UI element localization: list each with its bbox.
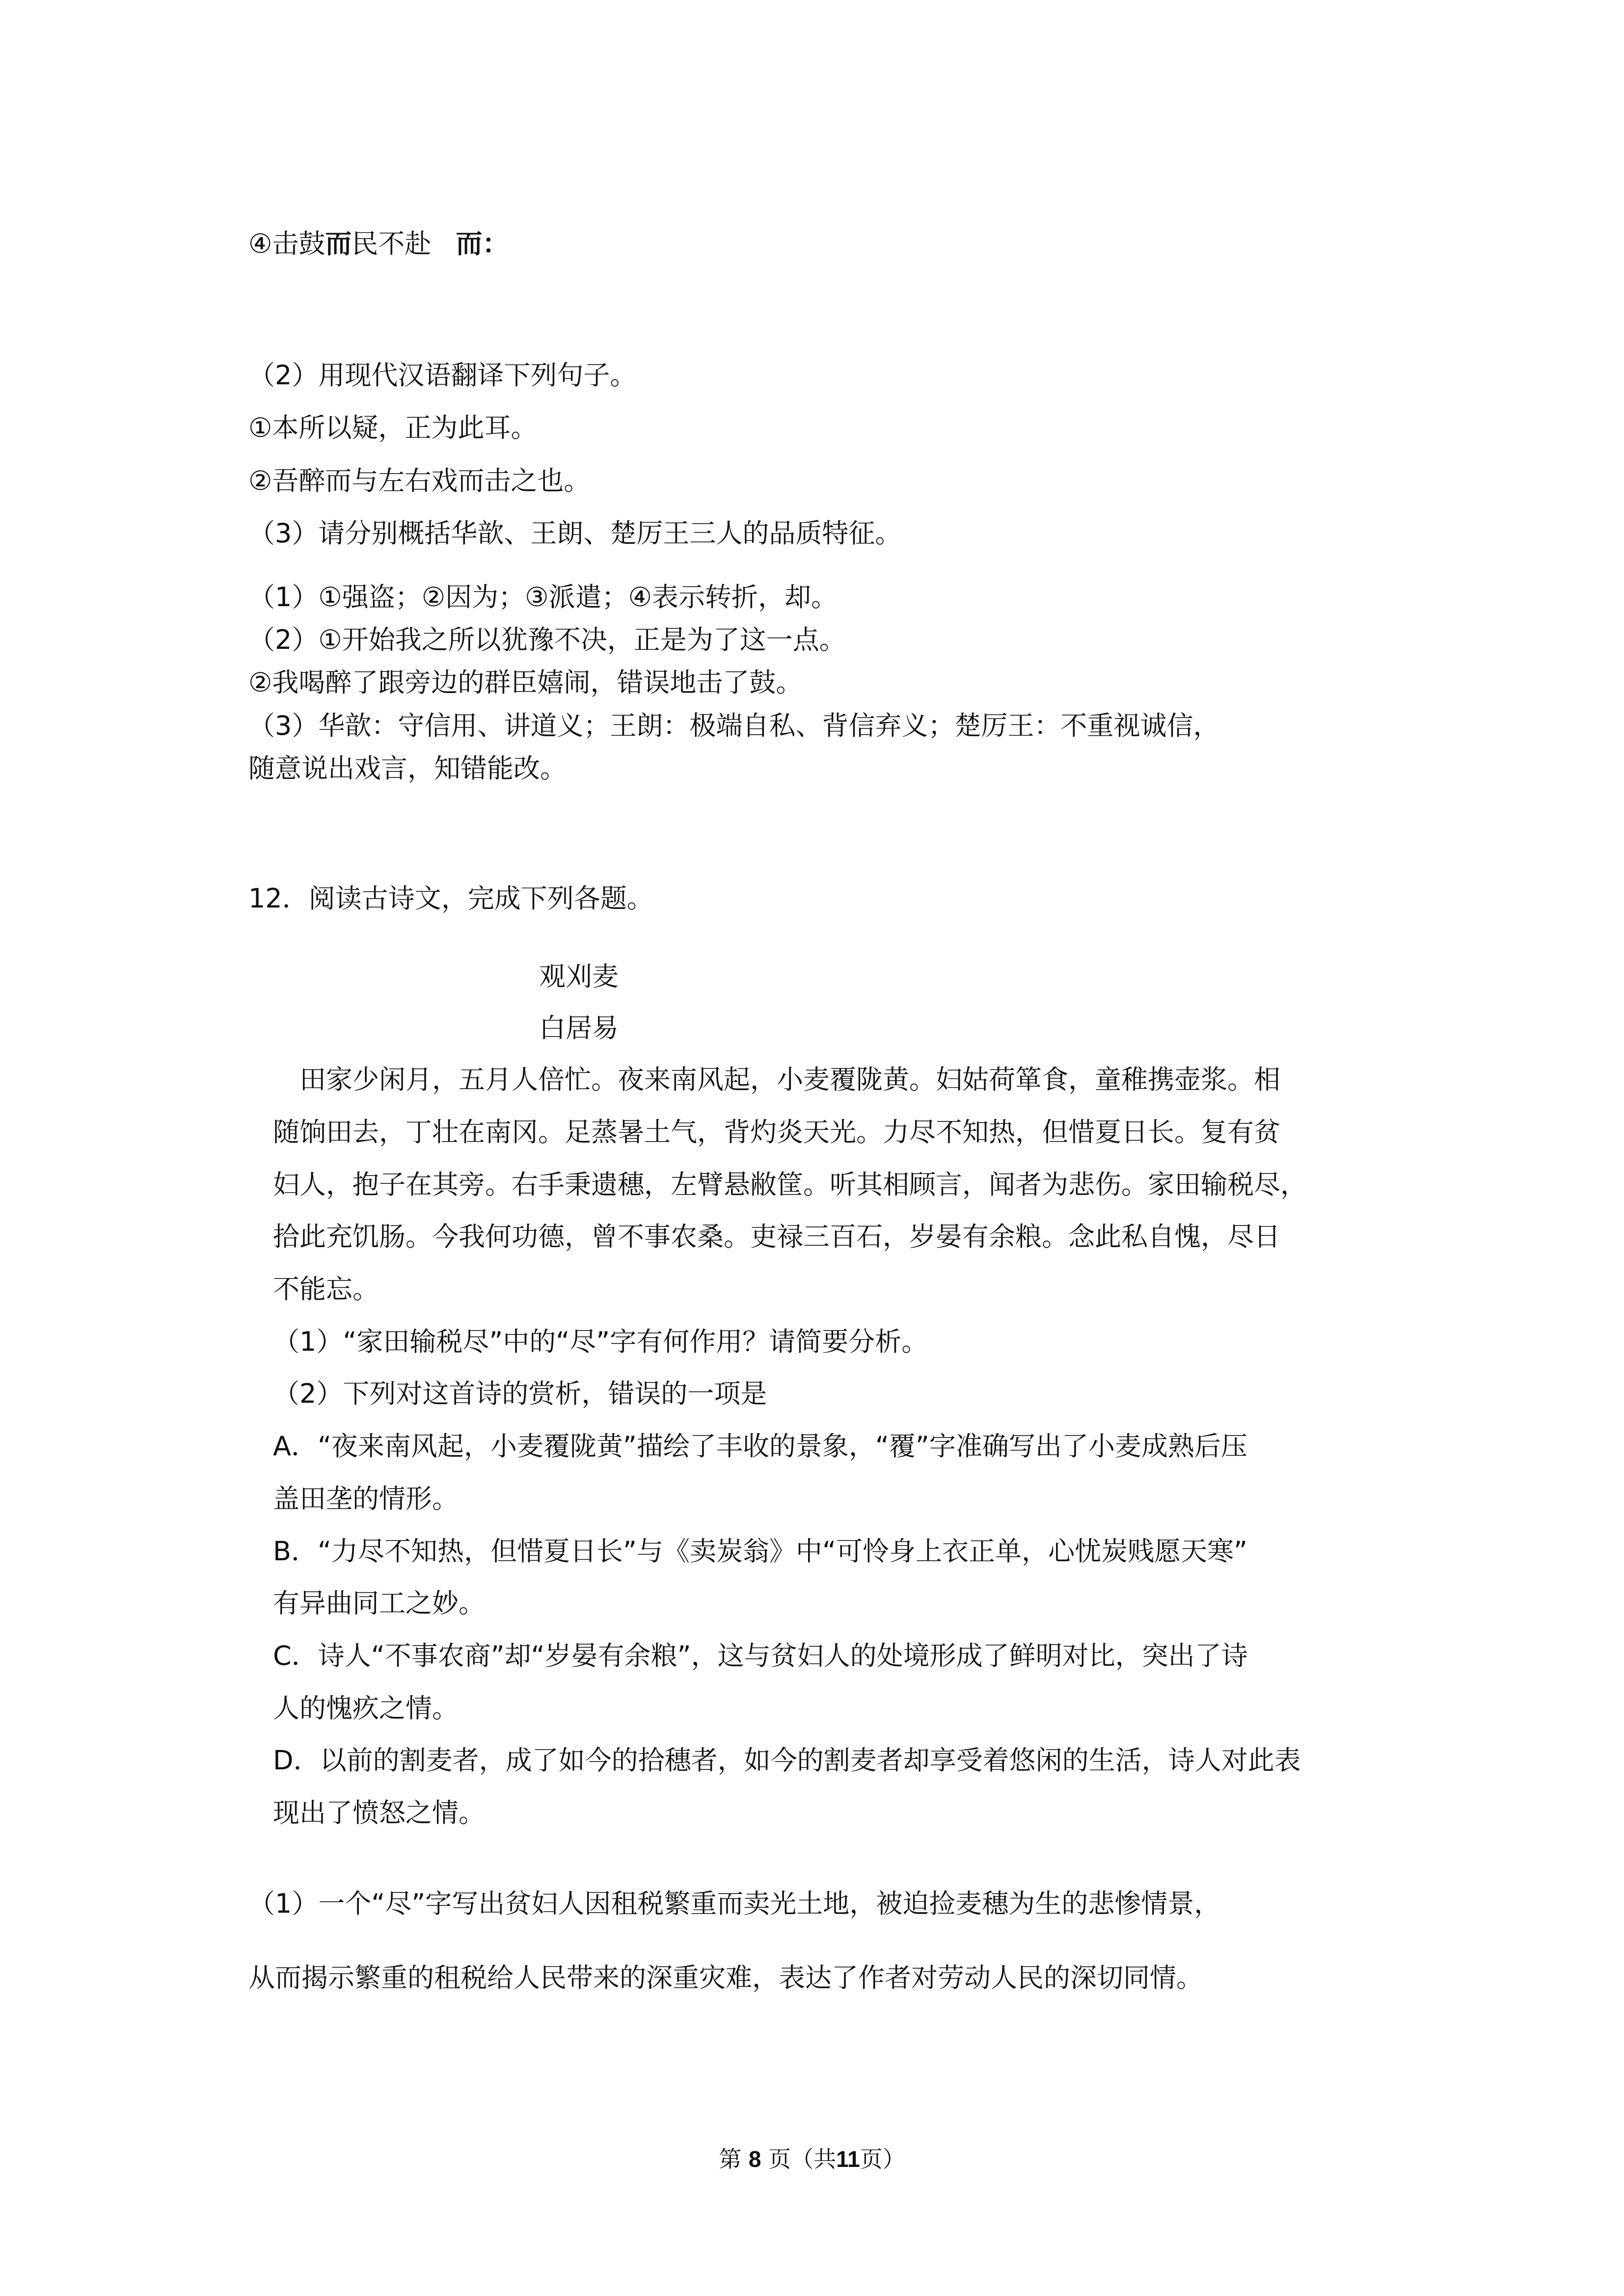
option-d-line-2: 现出了愤怒之情。 xyxy=(273,1797,485,1828)
q11-item-4 xyxy=(248,228,509,259)
footer-prefix: 第 xyxy=(719,2146,742,2172)
poem-line-3: 妇人，抱子在其旁。右手秉遗穗，左臂悬敝筐。听其相顾言，闻者为悲伤。家田输税尽， xyxy=(273,1169,1307,1200)
answer-2-line-1: （2）①开始我之所以犹豫不决，正是为了这一点。 xyxy=(248,624,846,655)
q12-heading: 12．阅读古诗文，完成下列各题。 xyxy=(248,883,653,914)
answer-1: （1）①强盗；②因为；③派遣；④表示转折，却。 xyxy=(248,582,838,613)
text: ④击鼓 xyxy=(248,228,325,259)
q11-sub2-sentence-2: ②吾醉而与左右戏而击之也。 xyxy=(248,465,591,496)
poem-title: 观刈麦 xyxy=(539,961,619,992)
option-d-line-1: D．以前的割麦者，成了如今的拾穗者，如今的割麦者却享受着悠闲的生活，诗人对此表 xyxy=(273,1745,1301,1776)
option-a-line-1: A．“夜来南风起，小麦覆陇黄”描绘了丰收的景象，“覆”字准确写出了小麦成熟后压 xyxy=(273,1431,1247,1462)
poem-line-2: 随饷田去，丁壮在南冈。足蒸暑土气，背灼炎天光。力尽不知热，但惜夏日长。复有贫 xyxy=(273,1117,1280,1148)
q11-sub2-sentence-1: ①本所以疑，正为此耳。 xyxy=(248,412,538,443)
q12-answer-line-1: （1）一个“尽”字写出贫妇人因租税繁重而卖光土地，被迫捡麦穗为生的悲惨情景， xyxy=(248,1888,1221,1919)
poem-line-5: 不能忘。 xyxy=(273,1274,379,1305)
poem-author: 白居易 xyxy=(539,1013,619,1043)
footer-suffix: 页） xyxy=(860,2146,905,2172)
q11-sub2-heading: （2）用现代汉语翻译下列句子。 xyxy=(248,360,637,391)
q12-sub2: （2）下列对这首诗的赏析，错误的一项是 xyxy=(273,1378,767,1409)
answer-2-line-2: ②我喝醉了跟旁边的群臣嬉闹，错误地击了鼓。 xyxy=(248,667,803,698)
option-b-line-1: B．“力尽不知热，但惜夏日长”与《卖炭翁》中“可怜身上衣正单，心忧炭贱愿天寒” xyxy=(273,1536,1247,1567)
option-b-line-2: 有异曲同工之妙。 xyxy=(273,1588,485,1619)
answer-3-line-1: （3）华歆：守信用、讲道义；王朗：极端自私、背信弃义；楚厉王：不重视诚信， xyxy=(248,710,1220,741)
text: ： xyxy=(482,228,509,259)
q12-answer-line-2: 从而揭示繁重的租税给人民带来的深重灾难，表达了作者对劳动人民的深切同情。 xyxy=(248,1962,1203,1993)
footer-middle: 页（共 xyxy=(768,2146,837,2172)
emphasized-char: 而 xyxy=(325,228,352,259)
total-pages: 11 xyxy=(836,2146,860,2172)
poem-line-1: 田家少闲月，五月人倍忙。夜来南风起，小麦覆陇黄。妇姑荷箪食，童稚携壶浆。相 xyxy=(299,1064,1280,1095)
q12-sub1: （1）“家田输税尽”中的“尽”字有何作用？请简要分析。 xyxy=(273,1326,928,1357)
page-footer xyxy=(0,2148,1624,2170)
option-c-line-1: C．诗人“不事农商”却“岁晏有余粮”，这与贫妇人的处境形成了鲜明对比，突出了诗 xyxy=(273,1640,1248,1671)
emphasized-char: 而 xyxy=(456,228,483,259)
q11-sub3-heading: （3）请分别概括华歆、王朗、楚厉王三人的品质特征。 xyxy=(248,518,902,549)
page-number: 8 xyxy=(748,2146,761,2172)
option-a-line-2: 盖田垄的情形。 xyxy=(273,1483,459,1514)
option-c-line-2: 人的愧疚之情。 xyxy=(273,1693,459,1724)
answer-3-line-2: 随意说出戏言，知错能改。 xyxy=(248,753,567,784)
text: 民不赴 xyxy=(352,228,432,259)
poem-line-4: 拾此充饥肠。今我何功德，曾不事农桑。吏禄三百石，岁晏有余粮。念此私自愧，尽日 xyxy=(273,1221,1280,1252)
